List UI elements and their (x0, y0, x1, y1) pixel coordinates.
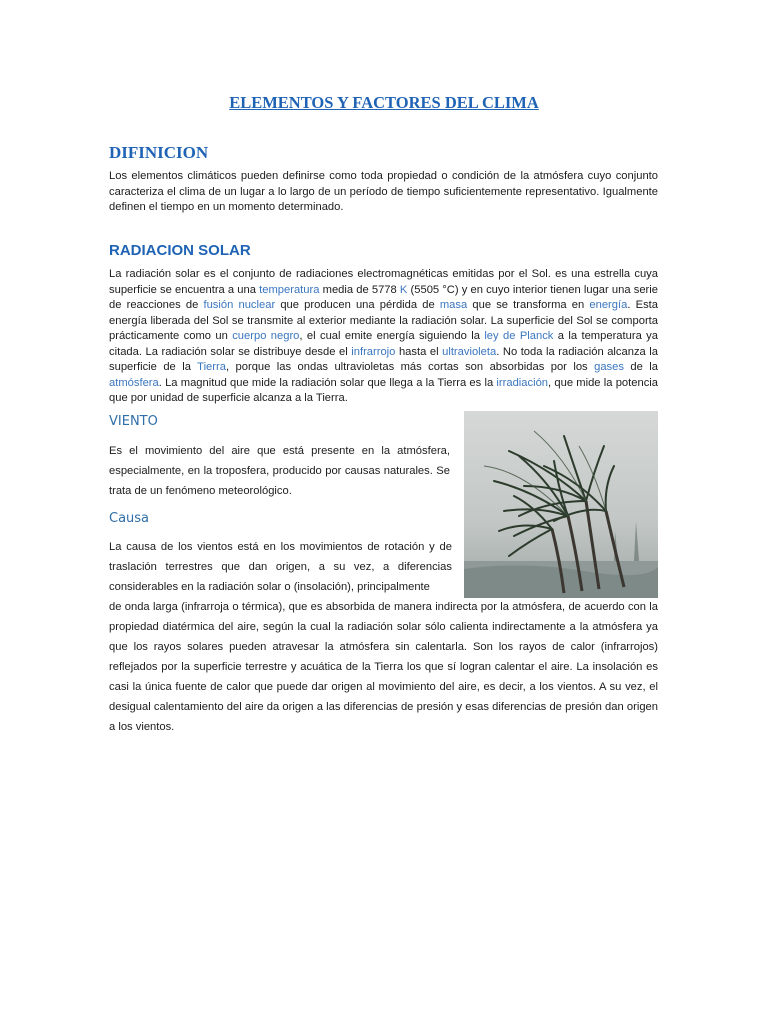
definicion-heading: DIFINICION (109, 143, 209, 162)
link-temperatura[interactable]: temperatura (259, 283, 320, 296)
link-irradiacion[interactable]: irradiación (496, 376, 549, 389)
link-kelvin[interactable]: K (399, 283, 408, 296)
viento-text: Es el movimiento del aire que está presente en la atmósfera, especialmente, en la troposfera, producido por causas naturales. Se trata de un fenómeno meteorológico. (109, 445, 450, 497)
causa-text-wide: de onda larga (infrarroja o térmica), que es absorbida de manera indirecta por la atmósfera, de acuerdo con la propiedad diatérmica del aire, según la cual la radiación solar sólo calienta indirectamente a la atmósfera ya que los rayos solares pueden atravesar la atmósfera sin calentarla. Son los rayos de calor (infrarrojos) reflejados por la superficie terrestre y acuática de la Tierra los que sí logran calentar el aire. La insolación es casi la única fuente de calor que puede dar origen al movimiento del aire, es decir, a los vientos. A su vez, el desigual calentamiento del aire da origen a las diferencias de presión y esas diferencias de presión dan origen a los vientos. (109, 601, 658, 733)
link-fusion-nuclear[interactable]: fusión nuclear (203, 299, 276, 311)
link-energia[interactable]: energía (589, 299, 628, 311)
radiacion-heading: RADIACION SOLAR (109, 242, 251, 259)
page-title: ELEMENTOS Y FACTORES DEL CLIMA (229, 93, 539, 112)
causa-heading: Causa (109, 511, 150, 526)
link-ley-de-planck[interactable]: ley de Planck (484, 330, 554, 342)
causa-text-narrow: La causa de los vientos está en los movimientos de rotación y de traslación terrestres que dan origen, a su vez, a diferencias considerables en la radiación solar o (insolación), principalmente (109, 541, 452, 593)
radiacion-text: La radiación solar es el conjunto de radiaciones electromagnéticas emitidas por el Sol. es una estrella cuya superficie se encuentra a una temperatura media de 5778 K (5505 °C) y en cuyo interior tienen lugar una serie de reacciones de fusión nuclear que producen una pérdida de masa que se transforma en energía. Esta energía liberada del Sol se transmite al exterior mediante la radiación solar. La superficie del Sol se comporta prácticamente como un cuerpo negro, el cual emite energía siguiendo la ley de Planck a la temperatura ya citada. La radiación solar se distribuye desde el infrarrojo hasta el ultravioleta. No toda la radiación alcanza la superficie de la Tierra, porque las ondas ultravioletas más cortas son absorbidas por los gases de la atmósfera. La magnitud que mide la radiación solar que llega a la Tierra es la irradiación, que mide la potencia que por unidad de superficie alcanza a la Tierra. (109, 268, 659, 404)
viento-heading: VIENTO (109, 414, 158, 429)
link-infrarrojo[interactable]: infrarrojo (351, 345, 396, 358)
link-atmosfera[interactable]: atmósfera (109, 376, 159, 389)
link-gases[interactable]: gases (594, 361, 624, 373)
storm-palm-trees-photo (464, 411, 658, 598)
definicion-text: Los elementos climáticos pueden definirse como toda propiedad o condición de la atmósfera cuyo conjunto caracteriza el clima de un lugar a lo largo de un período de tiempo suficientemente representativo. Igualmente definen el tiempo en un momento determinado. (109, 170, 658, 213)
link-cuerpo-negro[interactable]: cuerpo negro (232, 330, 300, 342)
link-masa[interactable]: masa (439, 299, 468, 311)
link-ultravioleta[interactable]: ultravioleta (442, 345, 497, 358)
link-tierra[interactable]: Tierra (197, 361, 226, 373)
